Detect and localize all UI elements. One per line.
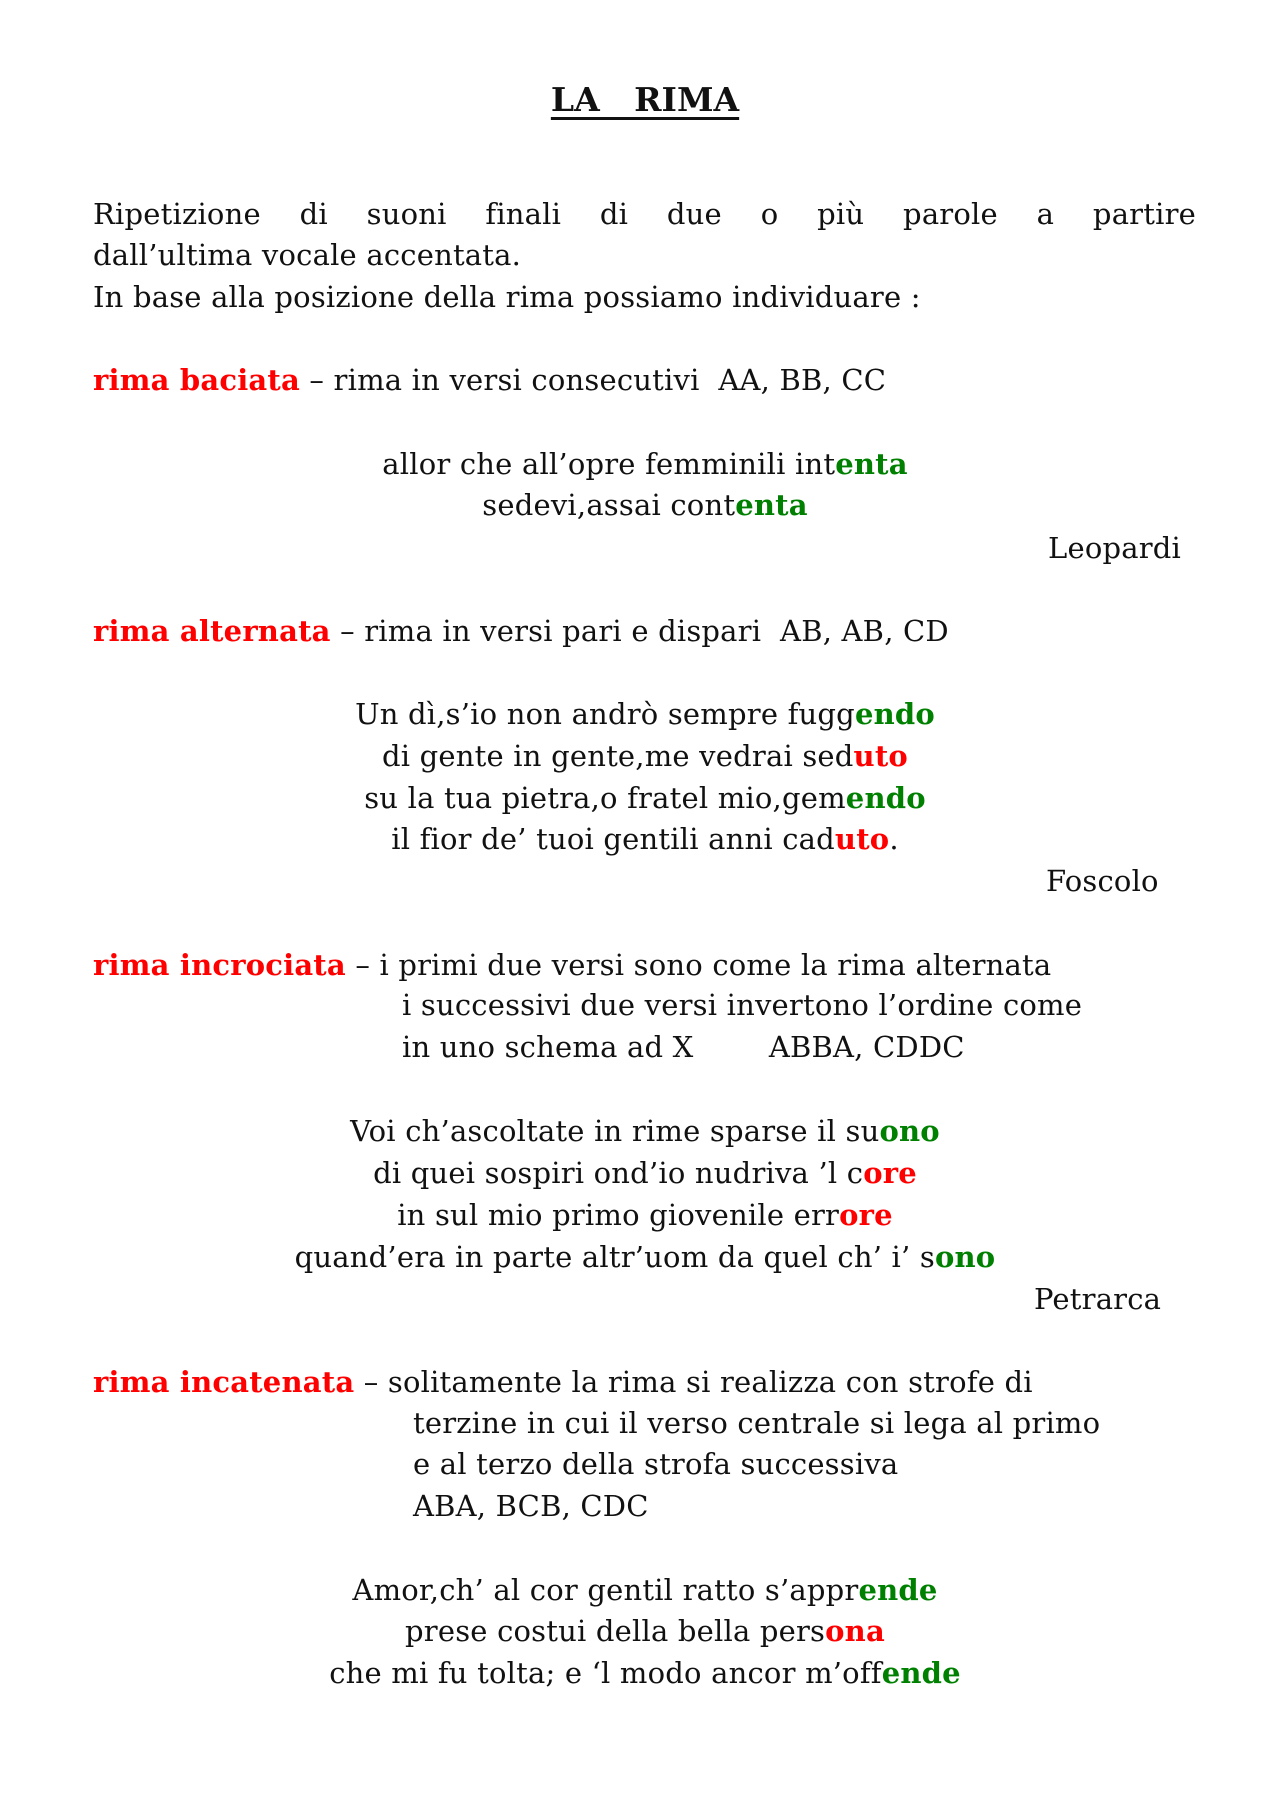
rhyme-ending: endo [854, 697, 935, 731]
rhyme-ending: enta [835, 447, 908, 481]
rhyme-ending: endo [845, 781, 926, 815]
term-description-cont: e al terzo della strofa successiva [413, 1447, 899, 1481]
intro-line-2: dall’ultima vocale accentata. [93, 238, 522, 272]
author-name: Leopardi [1048, 531, 1182, 565]
section-alternata-heading [93, 613, 949, 649]
term-description-cont: in uno schema ad X ABBA, CDDC [402, 1030, 965, 1064]
poem-line: quand’era in parte altr’uom da quel ch’ i’ sono [294, 1240, 996, 1274]
poem-line: Amor,ch’ al cor gentil ratto s’apprende [352, 1573, 938, 1607]
term-description-cont: ABA, BCB, CDC [413, 1489, 649, 1523]
poem-line: su la tua pietra,o fratel mio,gemendo [364, 781, 926, 815]
intro-line-1: Ripetizione di suoni finali di due o più parole a partire [93, 197, 1196, 231]
poem-line: Un dì,s’io non andrò sempre fuggendo [355, 697, 935, 731]
term-description-cont: terzine in cui il verso centrale si lega al primo [413, 1406, 1101, 1440]
author-name: Petrarca [1034, 1282, 1162, 1316]
author-name: Foscolo [1046, 864, 1159, 898]
term-label: rima incrociata [93, 948, 346, 982]
poem-line: allor che all’opre femminili intenta [382, 447, 908, 481]
term-label: rima alternata [93, 614, 331, 648]
page-title: LA RIMA [550, 80, 740, 119]
poem-line: di gente in gente,me vedrai seduto [382, 739, 908, 773]
section-baciata-heading [93, 362, 886, 398]
term-description: – solitamente la rima si realizza con strofe di [354, 1365, 1033, 1399]
rhyme-ending: ono [934, 1240, 996, 1274]
term-description: – rima in versi consecutivi AA, BB, CC [300, 363, 887, 397]
rhyme-ending: uto [834, 822, 890, 856]
poem-line: che mi fu tolta; e ‘l modo ancor m’offende [329, 1656, 961, 1690]
rhyme-ending: ende [881, 1656, 961, 1690]
term-label: rima baciata [93, 363, 300, 397]
term-label: rima incatenata [93, 1365, 355, 1399]
rhyme-ending: uto [853, 739, 908, 773]
term-description-cont: i successivi due versi invertono l’ordine come [402, 988, 1083, 1022]
term-description: – i primi due versi sono come la rima alternata [345, 948, 1052, 982]
intro-line-3: In base alla posizione della rima possiamo individuare : [93, 280, 921, 314]
rhyme-ending: ende [858, 1573, 938, 1607]
rhyme-ending: enta [735, 488, 808, 522]
rhyme-ending: ore [839, 1198, 893, 1232]
rhyme-ending: ona [825, 1614, 885, 1648]
rhyme-ending: ore [863, 1156, 917, 1190]
poem-line: di quei sospiri ond’io nudriva ’l core [373, 1156, 917, 1190]
section-incatenata-heading [93, 1364, 1033, 1400]
poem-line: prese costui della bella persona [405, 1614, 885, 1648]
poem-line: in sul mio primo giovenile errore [397, 1198, 893, 1232]
poem-line: sedevi,assai contenta [482, 488, 808, 522]
section-incrociata-heading [93, 947, 1051, 983]
rhyme-ending: ono [879, 1114, 940, 1148]
poem-line: Voi ch’ascoltate in rime sparse il suono [350, 1114, 940, 1148]
term-description: – rima in versi pari e dispari AB, AB, CD [330, 614, 949, 648]
poem-line: il fior de’ tuoi gentili anni caduto. [391, 822, 899, 856]
